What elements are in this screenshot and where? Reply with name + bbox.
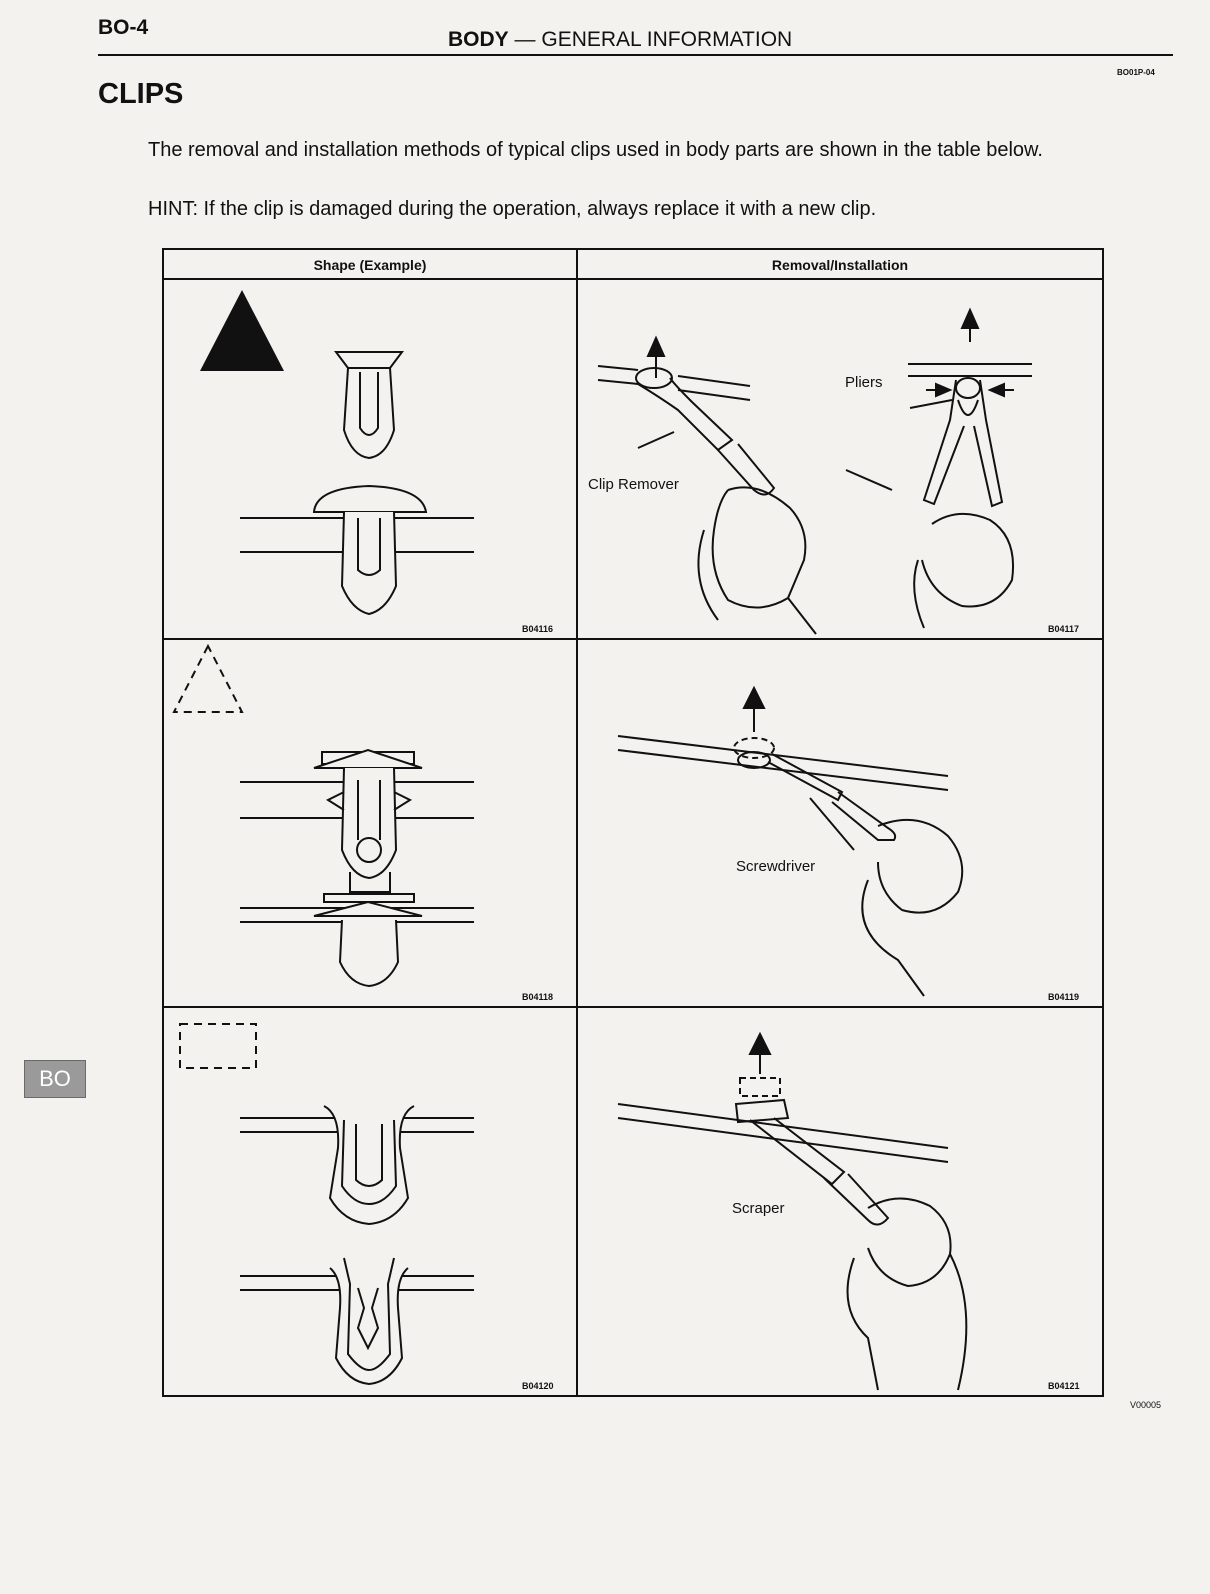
- running-head-subtitle: — GENERAL INFORMATION: [508, 28, 793, 51]
- col-header-shape: Shape (Example): [164, 250, 576, 280]
- figure-id: B04117: [1048, 624, 1080, 634]
- arrow-up-icon: [750, 1034, 770, 1054]
- figure-id: B04116: [522, 624, 554, 634]
- clip-shape-illustration: [164, 1008, 576, 1395]
- arrow-up-icon: [962, 310, 978, 328]
- method-cell: [578, 1008, 1102, 1395]
- method-cell: [578, 280, 1102, 638]
- figure-id: B04120: [522, 1381, 554, 1391]
- dashed-rectangle-icon: [180, 1024, 256, 1068]
- table-row: [164, 1008, 1102, 1395]
- shape-cell: [164, 640, 576, 1006]
- intro-text: The removal and installation methods of typical clips used in body parts are shown in the table below.: [148, 139, 1043, 161]
- arrow-left-icon: [990, 384, 1004, 396]
- doc-code: BO01P-04: [1117, 68, 1155, 77]
- clip-shape-illustration: [164, 280, 576, 638]
- table-row: [164, 640, 1102, 1006]
- shape-cell: [164, 1008, 576, 1395]
- clip-shape-illustration: [164, 640, 576, 1006]
- shape-cell: [164, 280, 576, 638]
- clip-remover-pliers-illustration: [578, 280, 1102, 638]
- callout-screwdriver: Screwdriver: [736, 858, 816, 875]
- method-cell: [578, 640, 1102, 1006]
- running-head-section: BODY: [448, 28, 509, 51]
- screwdriver-illustration: [578, 640, 1102, 1006]
- arrow-up-icon: [648, 338, 664, 356]
- clips-table: [162, 248, 1104, 1397]
- figure-id: B04119: [1048, 992, 1080, 1002]
- scraper-illustration: [578, 1008, 1102, 1395]
- page-id: BO-4: [98, 16, 149, 39]
- callout-pliers: Pliers: [845, 374, 883, 391]
- figure-id: B04118: [522, 992, 554, 1002]
- section-tab: BO: [24, 1060, 86, 1098]
- header-rule: [98, 54, 1173, 56]
- hint-text: HINT: If the clip is damaged during the operation, always replace it with a new clip.: [148, 198, 877, 220]
- callout-clip-remover: Clip Remover: [588, 476, 679, 493]
- table-row: [164, 280, 1102, 638]
- section-title: CLIPS: [98, 78, 184, 110]
- intro-paragraph: [148, 135, 1178, 165]
- footer-code: V00005: [1130, 1400, 1162, 1410]
- col-header-method: Removal/Installation: [578, 250, 1102, 280]
- running-head: [448, 28, 792, 52]
- solid-triangle-icon: [200, 290, 284, 371]
- arrow-right-icon: [936, 384, 950, 396]
- arrow-up-icon: [744, 688, 764, 708]
- dashed-triangle-icon: [174, 646, 242, 712]
- callout-scraper: Scraper: [732, 1200, 785, 1217]
- figure-id: B04121: [1048, 1381, 1080, 1391]
